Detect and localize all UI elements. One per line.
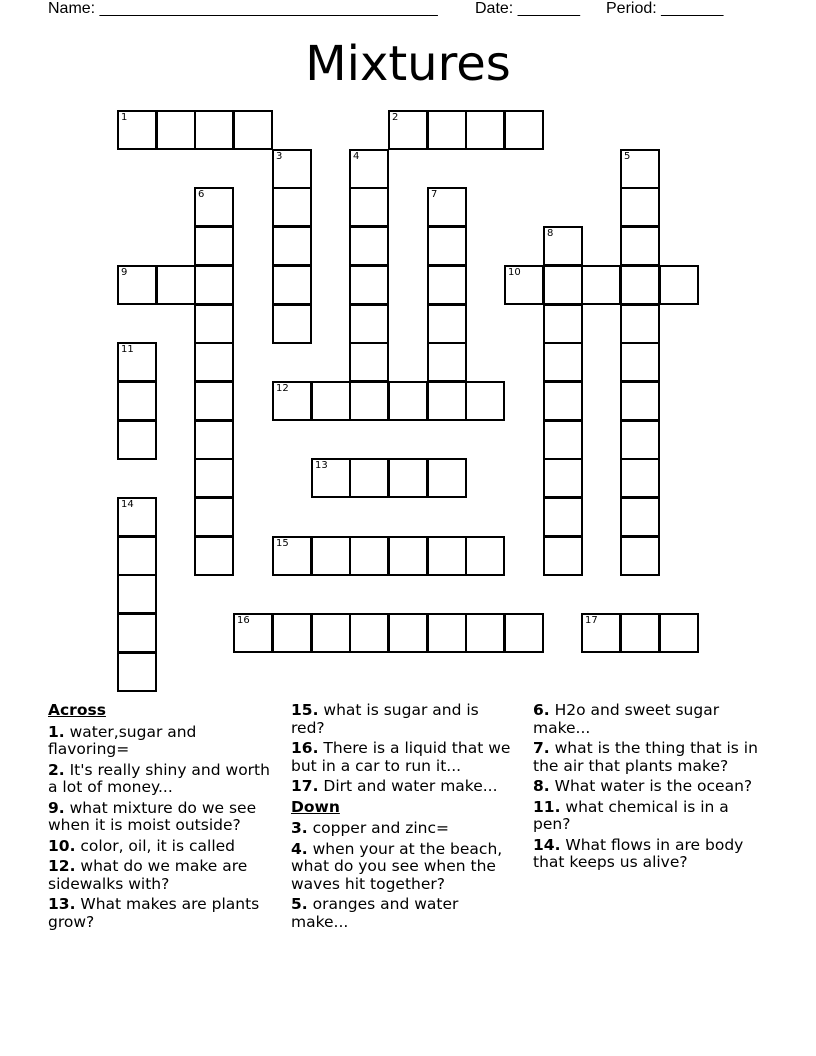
crossword-cell[interactable]: [117, 613, 157, 653]
clue-item: [48, 762, 273, 797]
clue-number-label: 12: [276, 383, 289, 394]
crossword-cell[interactable]: [543, 265, 583, 305]
clue-number: 7.: [533, 739, 550, 757]
clue-number-label: 16: [237, 615, 250, 626]
crossword-cell[interactable]: [620, 187, 660, 227]
clue-number-label: 2: [392, 112, 399, 123]
crossword-cell[interactable]: [117, 420, 157, 460]
crossword-cell[interactable]: [117, 265, 157, 305]
crossword-cell[interactable]: [543, 536, 583, 576]
clue-number: 4.: [291, 839, 308, 858]
crossword-cell[interactable]: [272, 187, 312, 227]
crossword-cell[interactable]: [194, 536, 234, 576]
crossword-cell[interactable]: [659, 265, 699, 305]
crossword-cell[interactable]: [620, 226, 660, 266]
crossword-cell[interactable]: [581, 265, 621, 305]
crossword-cell[interactable]: [388, 381, 428, 421]
clue-number: 8.: [533, 777, 550, 795]
clue-number-label: 3: [276, 151, 283, 162]
clue-item: [533, 837, 763, 872]
crossword-cell[interactable]: [388, 536, 428, 576]
crossword-cell[interactable]: [194, 497, 234, 537]
clue-number-label: 17: [585, 615, 598, 626]
clue-number-label: 8: [547, 228, 554, 239]
crossword-cell[interactable]: [388, 110, 428, 150]
crossword-cell[interactable]: [620, 458, 660, 498]
clue-text: oranges and water make...: [291, 895, 459, 931]
crossword-cell[interactable]: [504, 110, 544, 150]
crossword-cell[interactable]: [272, 381, 312, 421]
clue-number: 6.: [533, 701, 550, 719]
crossword-cell[interactable]: [427, 458, 467, 498]
crossword-cell[interactable]: [194, 381, 234, 421]
clue-number-label: 13: [315, 460, 328, 471]
crossword-cell[interactable]: [427, 381, 467, 421]
crossword-cell[interactable]: [194, 304, 234, 344]
crossword-cell[interactable]: [194, 110, 234, 150]
clue-text: what is sugar and is red?: [291, 701, 479, 737]
crossword-cell[interactable]: [388, 458, 428, 498]
clue-number: 2.: [48, 760, 65, 779]
down-heading: Down: [291, 797, 340, 816]
clue-text: There is a liquid that we but in a car to run it...: [291, 739, 511, 775]
crossword-cell[interactable]: [349, 536, 389, 576]
crossword-cell[interactable]: [311, 381, 351, 421]
crossword-cell[interactable]: [349, 458, 389, 498]
clue-number-label: 1: [121, 112, 128, 123]
clue-text: What makes are plants grow?: [48, 895, 260, 931]
clue-number: 13.: [48, 895, 76, 913]
clue-number: 5.: [291, 895, 308, 913]
crossword-cell[interactable]: [427, 226, 467, 266]
clue-item: [291, 820, 516, 838]
clue-number: 9.: [48, 798, 65, 817]
crossword-cell[interactable]: [311, 458, 351, 498]
clue-text: copper and zinc=: [307, 819, 449, 837]
crossword-cell[interactable]: [427, 304, 467, 344]
crossword-cell[interactable]: [659, 613, 699, 653]
crossword-cell[interactable]: [117, 381, 157, 421]
date-field[interactable]: Date: _______: [475, 0, 580, 17]
crossword-cell[interactable]: [427, 536, 467, 576]
clue-number: 14.: [533, 835, 561, 854]
crossword-cell[interactable]: [117, 574, 157, 614]
clue-item: [533, 778, 763, 796]
crossword-cell[interactable]: [272, 536, 312, 576]
crossword-cell[interactable]: [620, 265, 660, 305]
crossword-cell[interactable]: [272, 265, 312, 305]
crossword-cell[interactable]: [543, 226, 583, 266]
crossword-cell[interactable]: [117, 536, 157, 576]
crossword-cell[interactable]: [233, 613, 273, 653]
clue-number: 15.: [291, 701, 319, 719]
clue-text: what is the thing that is in the air that plants make?: [533, 739, 758, 775]
clue-number-label: 6: [198, 189, 205, 200]
clue-column-1: [48, 702, 273, 934]
crossword-cell[interactable]: [272, 226, 312, 266]
crossword-cell[interactable]: [349, 381, 389, 421]
clue-item: [533, 702, 763, 737]
crossword-cell[interactable]: [620, 536, 660, 576]
crossword-cell[interactable]: [388, 613, 428, 653]
crossword-cell[interactable]: [194, 187, 234, 227]
crossword-cell[interactable]: [194, 265, 234, 305]
crossword-cell[interactable]: [620, 342, 660, 382]
crossword-cell[interactable]: [117, 497, 157, 537]
crossword-cell[interactable]: [620, 420, 660, 460]
clue-item: [291, 841, 516, 894]
crossword-cell[interactable]: [465, 110, 505, 150]
crossword-cell[interactable]: [349, 187, 389, 227]
crossword-cell[interactable]: [581, 613, 621, 653]
clue-item: [291, 896, 516, 931]
clue-text: Dirt and water make...: [318, 777, 498, 795]
crossword-cell[interactable]: [311, 536, 351, 576]
crossword-cell[interactable]: [543, 304, 583, 344]
clue-number: 10.: [48, 836, 76, 855]
clue-text: It's really shiny and worth a lot of money...: [48, 760, 270, 796]
crossword-cell[interactable]: [543, 458, 583, 498]
clue-number-label: 10: [508, 267, 521, 278]
clue-item: [48, 858, 273, 893]
crossword-cell[interactable]: [620, 304, 660, 344]
clue-number-label: 9: [121, 267, 128, 278]
clue-text: water,sugar and flavoring=: [48, 722, 197, 758]
clue-number-label: 11: [121, 344, 134, 355]
crossword-cell[interactable]: [543, 497, 583, 537]
period-field[interactable]: Period: _______: [606, 0, 724, 17]
crossword-cell[interactable]: [349, 149, 389, 189]
clue-text: What water is the ocean?: [549, 777, 753, 795]
crossword-cell[interactable]: [349, 226, 389, 266]
crossword-cell[interactable]: [194, 458, 234, 498]
crossword-cell[interactable]: [620, 497, 660, 537]
crossword-cell[interactable]: [504, 265, 544, 305]
clue-item: [48, 724, 273, 759]
crossword-cell[interactable]: [427, 265, 467, 305]
crossword-cell[interactable]: [465, 381, 505, 421]
clue-number: 3.: [291, 819, 308, 837]
crossword-cell[interactable]: [543, 342, 583, 382]
crossword-cell[interactable]: [620, 613, 660, 653]
clue-item: [291, 778, 516, 796]
crossword-cell[interactable]: [620, 149, 660, 189]
crossword-cell[interactable]: [543, 381, 583, 421]
clue-text: color, oil, it is called: [75, 836, 235, 855]
crossword-cell[interactable]: [117, 342, 157, 382]
clue-number-label: 15: [276, 538, 289, 549]
clue-number-label: 7: [431, 189, 438, 200]
clue-number-label: 4: [353, 151, 360, 162]
crossword-cell[interactable]: [272, 149, 312, 189]
clue-item: [533, 799, 763, 834]
crossword-cell[interactable]: [465, 536, 505, 576]
clue-text: what chemical is in a pen?: [533, 797, 729, 833]
clue-text: H2o and sweet sugar make...: [533, 701, 720, 737]
crossword-cell[interactable]: [194, 226, 234, 266]
crossword-cell[interactable]: [117, 652, 157, 692]
clue-text: what mixture do we see when it is moist outside?: [48, 798, 257, 834]
clue-item: [48, 838, 273, 856]
crossword-cell[interactable]: [504, 613, 544, 653]
crossword-cell[interactable]: [349, 342, 389, 382]
crossword-cell[interactable]: [543, 420, 583, 460]
clue-text: when your at the beach, what do you see when the waves hit together?: [291, 839, 503, 893]
clue-number: 16.: [291, 739, 319, 757]
crossword-cell[interactable]: [272, 613, 312, 653]
page-title: Mixtures: [305, 36, 511, 92]
crossword-cell[interactable]: [349, 265, 389, 305]
name-field[interactable]: Name: ______________________________________: [48, 0, 438, 17]
clue-item: [48, 800, 273, 835]
clue-item: [48, 896, 273, 931]
crossword-cell[interactable]: [349, 613, 389, 653]
crossword-cell[interactable]: [427, 187, 467, 227]
clue-text: what do we make are sidewalks with?: [48, 857, 248, 893]
crossword-cell[interactable]: [156, 265, 196, 305]
crossword-cell[interactable]: [233, 110, 273, 150]
crossword-cell[interactable]: [117, 110, 157, 150]
clue-number: 17.: [291, 777, 319, 795]
clue-item: [533, 740, 763, 775]
crossword-cell[interactable]: [465, 613, 505, 653]
crossword-cell[interactable]: [427, 342, 467, 382]
clue-number: 11.: [533, 797, 561, 816]
across-heading: Across: [48, 701, 106, 719]
clue-column-2: [291, 702, 516, 934]
clue-item: [291, 740, 516, 775]
crossword-cell[interactable]: [311, 613, 351, 653]
crossword-cell[interactable]: [349, 304, 389, 344]
clue-number: 1.: [48, 722, 65, 741]
crossword-cell[interactable]: [620, 381, 660, 421]
crossword-cell[interactable]: [427, 613, 467, 653]
crossword-cell[interactable]: [272, 304, 312, 344]
clue-item: [291, 702, 516, 737]
clue-number-label: 5: [624, 151, 631, 162]
crossword-cell[interactable]: [194, 420, 234, 460]
crossword-cell[interactable]: [156, 110, 196, 150]
clue-text: What flows in are body that keeps us alive?: [533, 835, 744, 871]
clue-column-3: [533, 702, 763, 875]
clue-number-label: 14: [121, 499, 134, 510]
crossword-cell[interactable]: [194, 342, 234, 382]
crossword-cell[interactable]: [427, 110, 467, 150]
clue-number: 12.: [48, 857, 76, 875]
